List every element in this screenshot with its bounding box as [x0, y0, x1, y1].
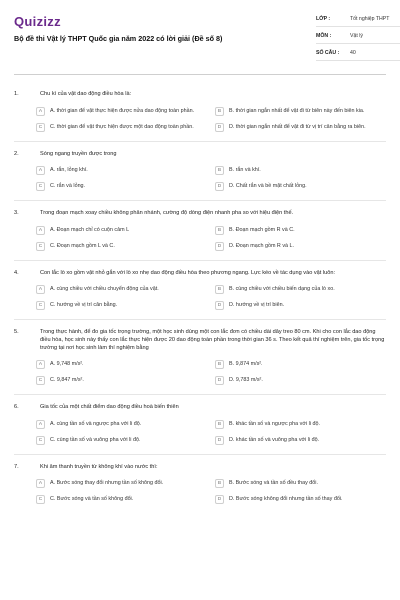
- option-letter-box: C: [36, 495, 45, 504]
- meta-label: LỚP :: [316, 16, 331, 22]
- question-divider: [14, 141, 386, 142]
- option-text: C. cùng tần số và vuông pha với li độ.: [50, 436, 141, 443]
- option-text: C. rắn và lỏng.: [50, 183, 86, 190]
- option-text: B. cùng chiều với chiều biến dạng của lò xo.: [229, 286, 335, 293]
- option-text: C. thời gian để vật thực hiện được một dao động toàn phần.: [50, 123, 194, 130]
- option-text: A. Bước sóng thay đổi nhưng tần số không đổi.: [50, 480, 164, 487]
- option-letter-box: D: [215, 242, 224, 251]
- question-divider: [14, 394, 386, 395]
- option-text: C. Bước sóng và tần số không đổi.: [50, 496, 134, 503]
- question-number: 4.: [14, 269, 19, 276]
- question-number: 3.: [14, 210, 19, 217]
- answer-option[interactable]: [215, 301, 386, 310]
- option-letter-box: C: [36, 123, 45, 132]
- question-text: Chu kì của vật dao động điều hòa là:: [40, 91, 132, 97]
- question-header: [14, 210, 386, 218]
- quizizz-logo: Quizizz: [14, 14, 61, 29]
- meta-label: MÔN :: [316, 33, 332, 39]
- question-header: [14, 329, 386, 352]
- answer-option[interactable]: [215, 360, 386, 369]
- question-list: [14, 91, 386, 504]
- question-header: [14, 151, 386, 159]
- option-letter-box: A: [36, 107, 45, 116]
- option-text: A. 9,748 m/s².: [50, 361, 84, 368]
- question-number: 2.: [14, 150, 19, 157]
- answer-options: [36, 107, 386, 132]
- question-header: [14, 91, 386, 99]
- meta-row-count: [316, 46, 400, 61]
- option-text: D. thời gian ngắn nhất để vật đi từ vị trí cân bằng ra biên.: [229, 123, 366, 130]
- question-text: Trong thực hành, để đo gia tốc trọng trường, một học sinh dùng một con lắc đơn có chiều dài dây treo 80 cm. Khi cho con lắc dao động điều hòa, học sinh này thấy con lắc thực hiện được 20 dao động toàn phần trong thời gian 36 s. Theo kết quả thí nghiệm trên, gia tốc trọng trường tại nơi học sinh làm thí nghiệm bằng: [40, 329, 385, 351]
- option-text: D. 9,783 m/s².: [229, 377, 263, 384]
- document-title: Bộ đề thi Vật lý THPT Quốc gia năm 2022 có lời giải (Đề số 8): [14, 34, 223, 43]
- question-header: [14, 404, 386, 412]
- meta-value: Vật lý: [350, 33, 363, 39]
- question-4: [14, 270, 386, 311]
- option-letter-box: B: [215, 360, 224, 369]
- answer-options: [36, 420, 386, 445]
- meta-row-subject: [316, 29, 400, 44]
- answer-options: [36, 360, 386, 385]
- question-3: [14, 210, 386, 251]
- answer-option[interactable]: [215, 495, 386, 504]
- answer-options: [36, 285, 386, 310]
- option-letter-box: B: [215, 166, 224, 175]
- answer-option[interactable]: [36, 107, 207, 116]
- question-7: [14, 464, 386, 505]
- option-text: D. hướng về vị trí biên.: [229, 302, 285, 309]
- option-letter-box: A: [36, 479, 45, 488]
- answer-option[interactable]: [36, 479, 207, 488]
- header: [14, 12, 390, 75]
- meta-row-class: [316, 12, 400, 27]
- meta-value: 40: [350, 50, 356, 56]
- question-number: 7.: [14, 463, 19, 470]
- answer-option[interactable]: [36, 376, 207, 385]
- answer-option[interactable]: [36, 420, 207, 429]
- meta-value: Tốt nghiệp THPT: [350, 16, 390, 22]
- meta-info: [316, 12, 400, 63]
- option-text: C. hướng về vị trí cân bằng.: [50, 302, 118, 309]
- option-text: B. rắn và khí.: [229, 167, 261, 174]
- answer-option[interactable]: [215, 182, 386, 191]
- answer-option[interactable]: [36, 182, 207, 191]
- option-text: B. Bước sóng và tần số đều thay đổi.: [229, 480, 318, 487]
- answer-option[interactable]: [215, 376, 386, 385]
- option-letter-box: A: [36, 166, 45, 175]
- option-text: D. Bước sóng không đổi nhưng tần số thay đổi.: [229, 496, 343, 503]
- answer-option[interactable]: [36, 495, 207, 504]
- question-divider: [14, 260, 386, 261]
- answer-option[interactable]: [215, 107, 386, 116]
- question-number: 5.: [14, 329, 19, 336]
- question-text: Sóng ngang truyền được trong: [40, 150, 117, 157]
- option-letter-box: C: [36, 182, 45, 191]
- option-text: D. Đoạn mạch gồm R và L.: [229, 242, 295, 249]
- option-letter-box: B: [215, 285, 224, 294]
- answer-option[interactable]: [215, 242, 386, 251]
- answer-option[interactable]: [215, 123, 386, 132]
- option-letter-box: B: [215, 107, 224, 116]
- answer-options: [36, 479, 386, 504]
- answer-options: [36, 226, 386, 251]
- option-letter-box: A: [36, 360, 45, 369]
- answer-option[interactable]: [36, 242, 207, 251]
- question-2: [14, 151, 386, 192]
- option-letter-box: C: [36, 301, 45, 310]
- question-1: [14, 91, 386, 132]
- option-text: D. khác tần số và vuông pha với li độ.: [229, 436, 320, 443]
- answer-option[interactable]: [215, 285, 386, 294]
- option-text: A. cùng tần số và ngược pha với li độ.: [50, 420, 142, 427]
- option-text: A. Đoạn mạch chỉ có cuộn cảm L: [50, 226, 130, 233]
- question-6: [14, 404, 386, 445]
- option-letter-box: D: [215, 376, 224, 385]
- option-text: A. thời gian để vật thực hiện được nửa dao động toàn phần.: [50, 107, 195, 114]
- option-text: A. cùng chiều với chiều chuyển động của vật.: [50, 286, 159, 293]
- option-letter-box: D: [215, 123, 224, 132]
- option-letter-box: B: [215, 226, 224, 235]
- answer-option[interactable]: [36, 285, 207, 294]
- option-text: B. khác tần số và ngược pha với li độ.: [229, 420, 320, 427]
- option-letter-box: B: [215, 479, 224, 488]
- question-divider: [14, 319, 386, 320]
- option-letter-box: D: [215, 182, 224, 191]
- answer-option[interactable]: [215, 436, 386, 445]
- option-text: D. Chất rắn và bề mặt chất lỏng.: [229, 183, 307, 190]
- question-5: [14, 329, 386, 385]
- answer-options: [36, 166, 386, 191]
- option-text: B. thời gian ngắn nhất để vật đi từ biên này đến biên kia.: [229, 107, 365, 114]
- option-letter-box: A: [36, 420, 45, 429]
- option-letter-box: D: [215, 436, 224, 445]
- option-text: A. rắn, lỏng khí.: [50, 167, 88, 174]
- option-text: C. 9,847 m/s².: [50, 377, 84, 384]
- option-letter-box: C: [36, 376, 45, 385]
- answer-option[interactable]: [215, 479, 386, 488]
- question-text: Con lắc lò xo gồm vật nhỏ gắn với lò xo nhẹ dao động điều hòa theo phương ngang. Lực kéo về tác dụng vào vật luôn:: [40, 269, 336, 276]
- answer-option[interactable]: [36, 301, 207, 310]
- question-number: 6.: [14, 404, 19, 411]
- option-text: B. Đoạn mạch gồm R và C.: [229, 226, 295, 233]
- answer-option[interactable]: [36, 360, 207, 369]
- meta-label: SỐ CÂU :: [316, 50, 340, 56]
- option-letter-box: A: [36, 285, 45, 294]
- option-text: B. 9,874 m/s².: [229, 361, 263, 368]
- question-divider: [14, 200, 386, 201]
- option-text: C. Đoạn mạch gồm L và C.: [50, 242, 115, 249]
- question-number: 1.: [14, 91, 19, 97]
- question-header: [14, 464, 386, 472]
- answer-option[interactable]: [215, 226, 386, 235]
- answer-option[interactable]: [36, 166, 207, 175]
- question-header: [14, 270, 386, 278]
- option-letter-box: B: [215, 420, 224, 429]
- option-letter-box: C: [36, 436, 45, 445]
- question-text: Khi âm thanh truyền từ không khí vào nước thì:: [40, 463, 158, 470]
- answer-option[interactable]: [36, 123, 207, 132]
- answer-option[interactable]: [36, 436, 207, 445]
- answer-option[interactable]: [36, 226, 207, 235]
- question-divider: [14, 454, 386, 455]
- question-text: Gia tốc của một chất điểm dao động điều hoà biến thiên: [40, 404, 179, 411]
- question-text: Trong đoạn mạch xoay chiều không phân nhánh, cường độ dòng điện nhanh pha so với hiệu điện thế.: [40, 210, 294, 217]
- option-letter-box: A: [36, 226, 45, 235]
- option-letter-box: D: [215, 495, 224, 504]
- answer-option[interactable]: [215, 166, 386, 175]
- option-letter-box: D: [215, 301, 224, 310]
- answer-option[interactable]: [215, 420, 386, 429]
- option-letter-box: C: [36, 242, 45, 251]
